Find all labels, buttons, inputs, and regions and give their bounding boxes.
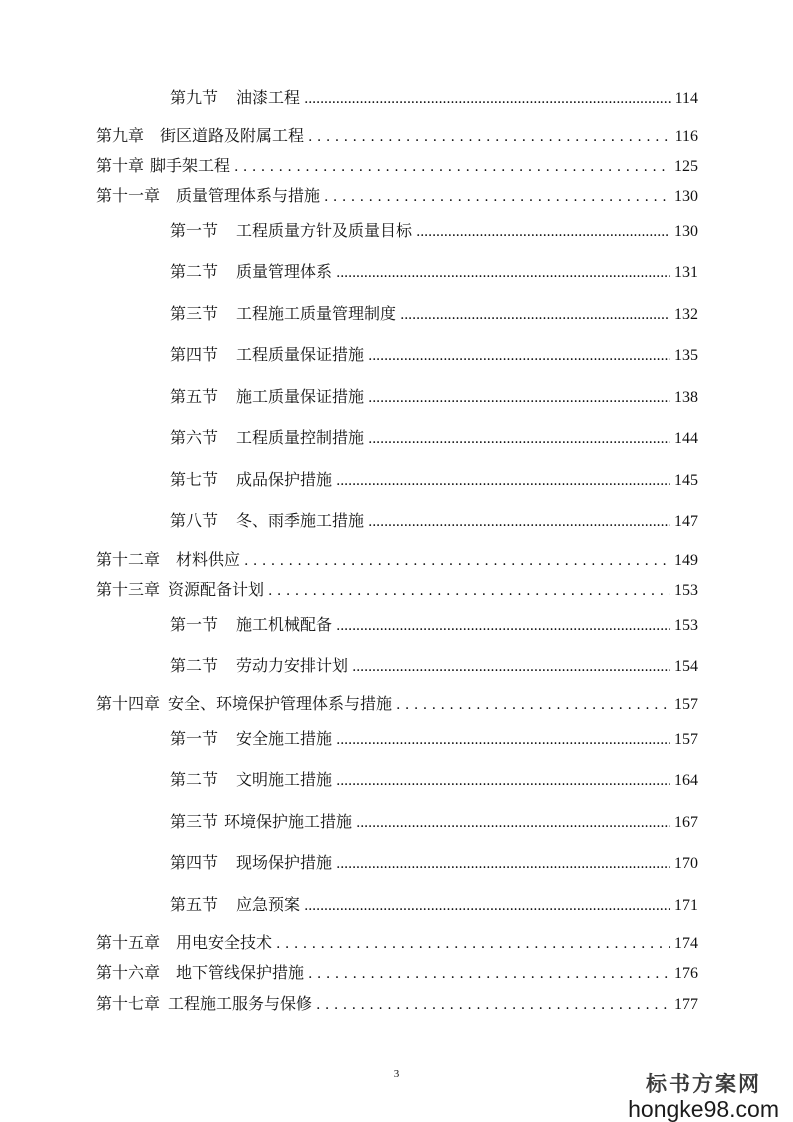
dot-leader (324, 187, 670, 207)
toc-entry[interactable] (96, 694, 698, 715)
entry-page: 171 (674, 897, 698, 914)
entry-title: 用电安全技术 (176, 933, 273, 952)
dot-leader (234, 157, 670, 177)
entry-page: 177 (674, 996, 698, 1013)
toc-entry[interactable] (170, 387, 698, 408)
toc-entry[interactable] (170, 511, 698, 532)
entry-title: 施工机械配备 (236, 615, 333, 634)
entry-page: 131 (674, 264, 698, 281)
toc-entry[interactable] (170, 656, 698, 677)
entry-title: 安全、环境保护管理体系与措施 (168, 694, 393, 713)
dot-leader (396, 695, 670, 715)
watermark-url: hongke98.com (628, 1096, 779, 1122)
dot-leader (368, 346, 670, 366)
dot-leader (368, 429, 670, 449)
entry-page: 174 (674, 935, 698, 952)
entry-title: 工程质量保证措施 (236, 345, 365, 364)
entry-title: 工程质量控制措施 (236, 428, 365, 447)
entry-number: 第二节 (170, 262, 219, 281)
entry-number: 第七节 (170, 470, 219, 489)
entry-number: 第十二章 (96, 550, 161, 569)
entry-title: 劳动力安排计划 (236, 656, 349, 675)
entry-title: 环境保护施工措施 (224, 812, 353, 831)
entry-number: 第四节 (170, 345, 219, 364)
entry-number: 第三节 (170, 812, 219, 831)
entry-page: 157 (674, 731, 698, 748)
toc-entry[interactable] (96, 994, 698, 1015)
toc-entry[interactable] (170, 895, 698, 916)
toc-entry[interactable] (170, 345, 698, 366)
entry-page: 154 (674, 658, 698, 675)
toc-entry[interactable] (170, 770, 698, 791)
entry-title: 冬、雨季施工措施 (236, 511, 365, 530)
entry-title: 地下管线保护措施 (176, 963, 305, 982)
entry-number: 第五节 (170, 387, 219, 406)
entry-title: 成品保护措施 (236, 470, 333, 489)
watermark-title: 标书方案网 (646, 1072, 762, 1096)
entry-number: 第十七章 (96, 994, 161, 1013)
toc-entry[interactable] (170, 221, 698, 242)
entry-page: 132 (674, 306, 698, 323)
toc-entry[interactable] (170, 615, 698, 636)
entry-number: 第八节 (170, 511, 219, 530)
entry-number: 第十三章 (96, 580, 161, 599)
toc-entry[interactable] (170, 262, 698, 283)
entry-page: 116 (674, 128, 698, 145)
dot-leader (400, 305, 670, 325)
entry-number: 第十六章 (96, 963, 161, 982)
entry-title: 质量管理体系 (236, 262, 333, 281)
entry-page: 167 (674, 814, 698, 831)
entry-title: 材料供应 (176, 550, 241, 569)
entry-page: 170 (674, 855, 698, 872)
entry-page: 149 (674, 552, 698, 569)
entry-number: 第十一章 (96, 186, 161, 205)
toc-entry[interactable] (170, 853, 698, 874)
entry-number: 第一节 (170, 221, 219, 240)
dot-leader (316, 995, 670, 1015)
dot-leader (244, 551, 670, 571)
entry-page: 157 (674, 696, 698, 713)
entry-number: 第四节 (170, 853, 219, 872)
entry-page: 125 (674, 158, 698, 175)
dot-leader (368, 388, 670, 408)
watermark (628, 1072, 779, 1122)
dot-leader (336, 263, 670, 283)
toc-entry[interactable] (96, 550, 698, 571)
entry-number: 第十章 (96, 156, 145, 175)
entry-number: 第九章 (96, 126, 145, 145)
entry-title: 质量管理体系与措施 (176, 186, 321, 205)
dot-leader (304, 89, 671, 109)
toc-entry[interactable] (170, 470, 698, 491)
entry-title: 安全施工措施 (236, 729, 333, 748)
entry-number: 第三节 (170, 304, 219, 323)
entry-page: 153 (674, 582, 698, 599)
entry-title: 脚手架工程 (150, 156, 231, 175)
toc-entry[interactable] (170, 304, 698, 325)
toc-entry[interactable] (96, 933, 698, 954)
entry-number: 第六节 (170, 428, 219, 447)
toc-entry[interactable] (96, 963, 698, 984)
toc-entry[interactable] (170, 428, 698, 449)
entry-number: 第十四章 (96, 694, 161, 713)
entry-title: 应急预案 (236, 895, 301, 914)
dot-leader (308, 964, 670, 984)
dot-leader (356, 813, 670, 833)
dot-leader (308, 127, 671, 147)
entry-number: 第一节 (170, 729, 219, 748)
dot-leader (352, 657, 670, 677)
entry-page: 130 (674, 223, 698, 240)
entry-number: 第五节 (170, 895, 219, 914)
dot-leader (276, 934, 670, 954)
dot-leader (304, 896, 670, 916)
entry-title: 工程施工质量管理制度 (236, 304, 397, 323)
dot-leader (336, 771, 670, 791)
entry-number: 第二节 (170, 770, 219, 789)
toc-entry[interactable] (170, 729, 698, 750)
dot-leader (336, 616, 670, 636)
entry-number: 第十五章 (96, 933, 161, 952)
entry-page: 135 (674, 347, 698, 364)
entry-number: 第二节 (170, 656, 219, 675)
dot-leader (368, 512, 670, 532)
entry-number: 第九节 (170, 88, 219, 107)
toc-entry[interactable] (170, 88, 698, 109)
entry-title: 施工质量保证措施 (236, 387, 365, 406)
entry-page: 114 (674, 90, 698, 107)
entry-page: 130 (674, 188, 698, 205)
entry-title: 工程施工服务与保修 (168, 994, 313, 1013)
entry-title: 油漆工程 (236, 88, 301, 107)
entry-page: 144 (674, 430, 698, 447)
entry-page: 153 (674, 617, 698, 634)
entry-page: 145 (674, 472, 698, 489)
dot-leader (268, 581, 670, 601)
dot-leader (336, 730, 670, 750)
dot-leader (336, 471, 670, 491)
dot-leader (416, 222, 670, 242)
entry-page: 147 (674, 513, 698, 530)
entry-title: 文明施工措施 (236, 770, 333, 789)
entry-page: 176 (674, 965, 698, 982)
dot-leader (336, 854, 670, 874)
entry-number: 第一节 (170, 615, 219, 634)
entry-page: 138 (674, 389, 698, 406)
toc-entry[interactable] (170, 812, 698, 833)
entry-title: 资源配备计划 (168, 580, 265, 599)
toc-entry[interactable] (96, 126, 698, 147)
entry-page: 164 (674, 772, 698, 789)
toc-entry[interactable] (96, 580, 698, 601)
entry-title: 街区道路及附属工程 (160, 126, 305, 145)
entry-title: 工程质量方针及质量目标 (236, 221, 413, 240)
page-number: 3 (393, 1068, 400, 1080)
entry-title: 现场保护措施 (236, 853, 333, 872)
toc-entry[interactable] (96, 156, 698, 177)
toc-entry[interactable] (96, 186, 698, 207)
